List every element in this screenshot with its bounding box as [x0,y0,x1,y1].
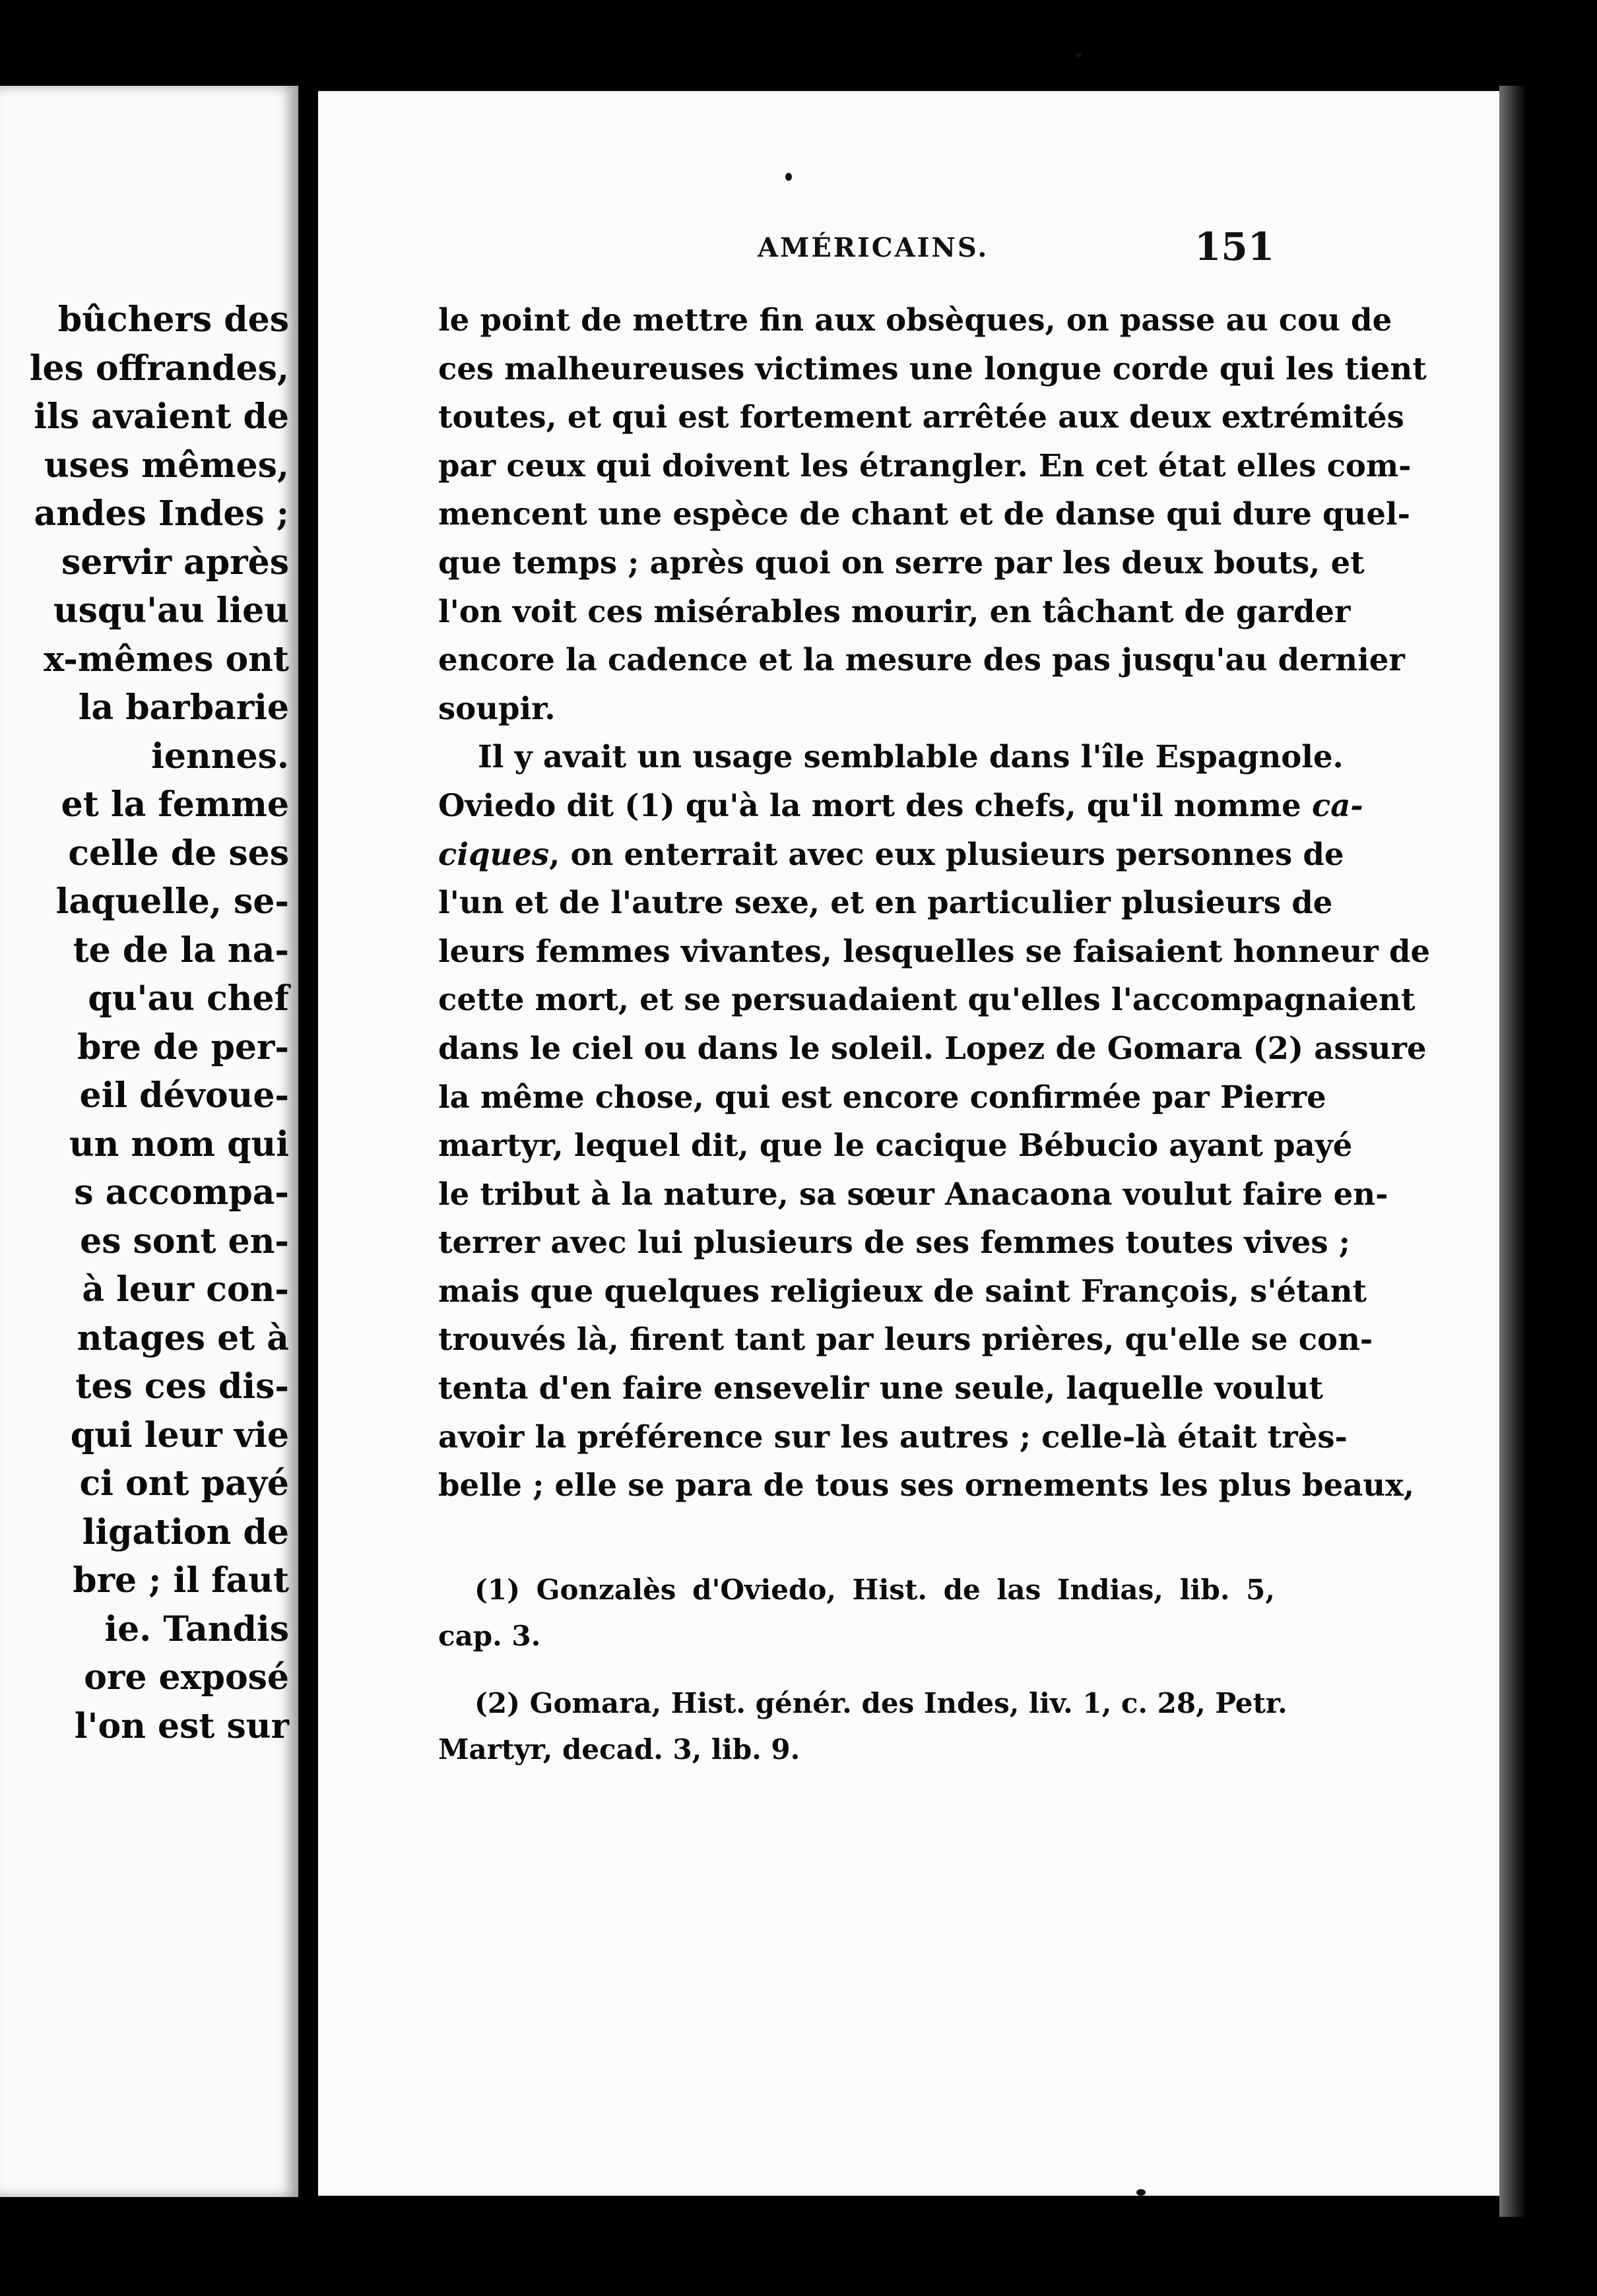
body-text [438,296,1431,1510]
page-edge-shadow [1499,86,1526,2217]
body-line: mais que quelques religieux de saint François, s'étant [438,1272,1367,1309]
body-line: toutes, et qui est fortement arrêtée aux deux extrémités [438,399,1404,435]
ink-speck [1076,53,1082,58]
left-line: bre de per- [77,1027,289,1068]
body-line: terrer avec lui plusieurs de ses femmes toutes vives ; [438,1224,1350,1261]
left-line: iennes. [151,736,289,777]
ink-speck [1136,2189,1146,2196]
left-line: ore exposé [84,1657,289,1698]
body-line: par ceux qui doivent les étrangler. En cet état elles com- [438,447,1412,484]
left-line: l'on est sur [74,1706,289,1746]
footnote-line: (2) Gomara, Hist. génér. des Indes, liv. 1, c. 28, Petr. [474,1687,1287,1719]
body-line: cette mort, et se persuadaient qu'elles l'accompagnaient [438,981,1416,1018]
left-line: ci ont payé [79,1463,289,1504]
footnote-line: Martyr, decad. 3, lib. 9. [438,1733,800,1766]
left-line: eil dévoue- [79,1075,289,1116]
running-head: AMÉRICAINS. [758,232,989,263]
body-line: mencent une espèce de chant et de danse qui dure quel- [438,495,1410,532]
left-line: à leur con- [82,1269,289,1310]
page-number: 151 [1194,224,1275,269]
left-line: s accompa- [74,1172,289,1213]
left-line: es sont en- [80,1221,289,1261]
book-gutter [298,79,318,2217]
left-line: la barbarie [78,687,289,728]
left-line: andes Indes ; [34,494,289,534]
italic-term: ca- [1311,786,1363,823]
left-line: les offrandes, [29,348,289,389]
left-line: ils avaient de [34,397,289,437]
body-line: Il y avait un usage semblable dans l'île Espagnole. [478,738,1344,775]
body-line: trouvés là, firent tant par leurs prières, qu'elle se con- [438,1321,1373,1358]
body-line: martyr, lequel dit, que le cacique Bébucio ayant payé [438,1127,1353,1164]
left-line: ie. Tandis [104,1609,289,1649]
italic-term: ciques [438,835,550,872]
body-line: ciques, on enterrait avec eux plusieurs personnes de [438,835,1344,872]
body-line: que temps ; après quoi on serre par les deux bouts, et [438,544,1365,581]
left-line: x-mêmes ont [44,639,289,680]
left-line: un nom qui [69,1124,289,1164]
body-line: l'un et de l'autre sexe, et en particulier plusieurs de [438,884,1333,921]
left-line: et la femme [61,784,289,825]
body-line: avoir la préférence sur les autres ; celle-là était très- [438,1418,1348,1455]
left-page-text [30,296,289,1750]
footnote-line: cap. 3. [438,1620,541,1652]
body-line: ces malheureuses victimes une longue corde qui les tient [438,350,1427,387]
left-line: laquelle, se- [55,881,289,922]
body-line: la même chose, qui est encore confirmée par Pierre [438,1078,1326,1115]
left-line: uses mêmes, [44,445,289,486]
body-line: tenta d'en faire ensevelir une seule, laquelle voulut [438,1370,1324,1407]
left-line: servir après [61,542,289,583]
body-line: le point de mettre fin aux obsèques, on passe au cou de [438,302,1392,338]
body-line: soupir. [438,689,556,726]
left-line: bre ; il faut [73,1560,289,1601]
body-line: belle ; elle se para de tous ses ornements les plus beaux, [438,1467,1415,1504]
body-line: l'on voit ces misérables mourir, en tâchant de garder [438,592,1351,629]
left-line: te de la na- [73,930,289,971]
footnotes [438,1567,1287,1773]
left-line: bûchers des [57,300,289,340]
left-line: usqu'au lieu [53,590,289,631]
body-line: encore la cadence et la mesure des pas jusqu'au dernier [438,641,1405,678]
left-line: ligation de [82,1512,289,1552]
body-line: leurs femmes vivantes, lesquelles se faisaient honneur de [438,932,1431,969]
body-line: le tribut à la nature, sa sœur Anacaona voulut faire en- [438,1175,1388,1212]
ink-speck [785,173,792,181]
left-line: qu'au chef [88,978,289,1019]
left-line: celle de ses [68,833,289,874]
footnote-line: (1) Gonzalès d'Oviedo, Hist. de las Indias, lib. 5, [474,1574,1275,1606]
left-page [0,86,298,2197]
body-line: Oviedo dit (1) qu'à la mort des chefs, qu'il nomme ca- [438,786,1363,823]
left-line: tes ces dis- [75,1366,289,1407]
left-line: ntages et à [77,1318,289,1358]
body-line: dans le ciel ou dans le soleil. Lopez de Gomara (2) assure [438,1029,1427,1066]
left-line: qui leur vie [70,1415,289,1455]
